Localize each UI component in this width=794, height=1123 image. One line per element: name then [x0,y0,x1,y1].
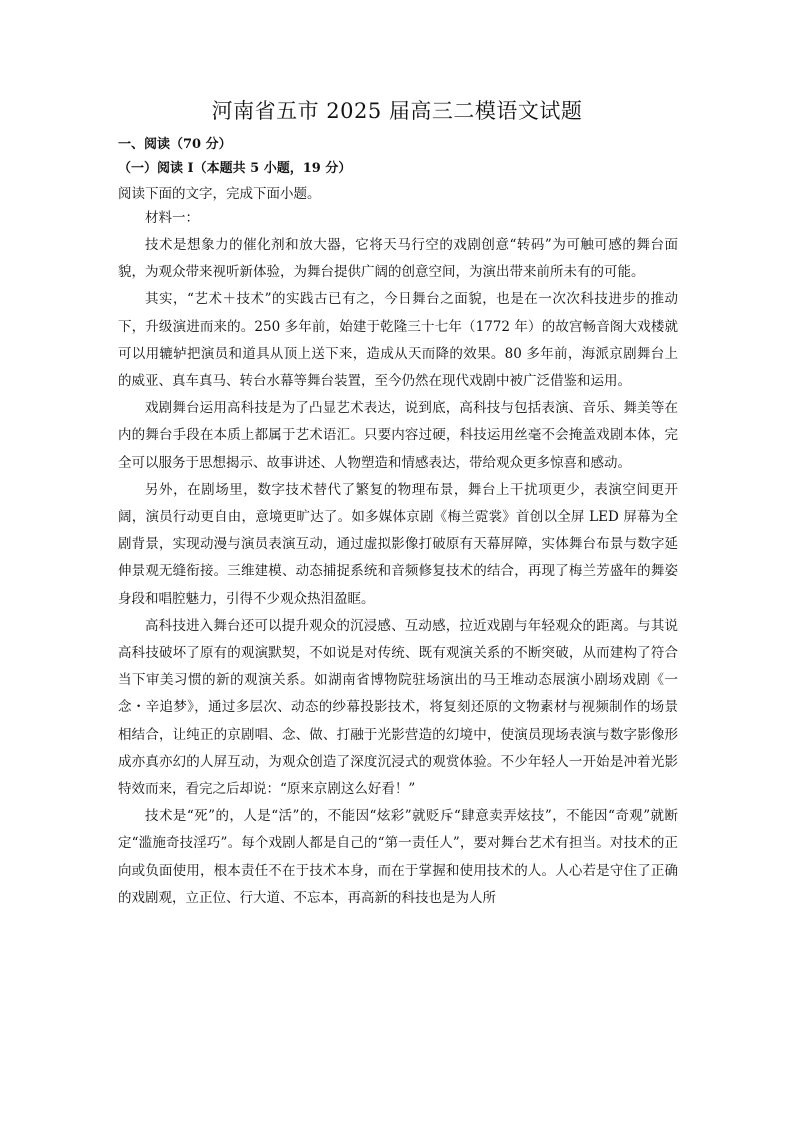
document-title: 河南省五市 2025 届高三二模语文试题 [211,99,583,123]
subsection-heading: （一）阅读 I（本题共 5 小题，19 分） [118,161,352,176]
section-heading: 一、阅读（70 分） [118,137,232,152]
paragraph-5: 高科技进入舞台还可以提升观众的沉浸感、互动感，拉近戏剧与年轻观众的距离。与其说高科技破坏了原有的观演默契，不如说是对传统、既有观演关系的不断突破，从而建构了符合当下审美习惯的新的观演关系。如湖南省博物院驻场演出的马王堆动态展演小剧场戏剧《一念・辛追梦》，通过多层次、动态的纱幕投影技术，将复刻还原的文物素材与视频制作的场景相结合，让纯正的京剧唱、念、做、打融于光影营造的幻境中，使演员现场表演与数字影像形成亦真亦幻的人屏互动，为观众创造了深度沉浸式的观赏体验。不少年轻人一开始是冲着光影特效而来，看完之后却说：“原来京剧这么好看！” [118,617,678,798]
paragraph-4: 另外，在剧场里，数字技术替代了繁复的物理布景，舞台上干扰项更少，表演空间更开阔，演员行动更自由，意境更旷达了。如多媒体京剧《梅兰霓裳》首创以全屏 LED 屏幕为全剧背景，实现动漫与演员表演互动，通过虚拟影像打破原有天幕屏障，实体舞台布景与数字延伸景观无缝衔接。三维建模、动态捕捉系统和音频修复技术的结合，再现了梅兰芳盛年的舞姿身段和唱腔魅力，引得不少观众热泪盈眶。 [118,481,678,607]
paragraph-1: 技术是想象力的催化剂和放大器，它将天马行空的戏剧创意“转码”为可触可感的舞台面貌，为观众带来视听新体验，为舞台提供广阔的创意空间，为演出带来前所未有的可能。 [118,237,678,281]
material-label: 材料一： [145,210,199,226]
paragraph-2: 其实，“艺术＋技术”的实践古已有之，今日舞台之面貌，也是在一次次科技进步的推动下，升级演进而来的。250 多年前，始建于乾隆三十七年（1772 年）的故宫畅音阁大戏楼就可以用辘轳把演员和道具从顶上送下来，造成从天而降的效果。80 多年前，海派京剧舞台上的威亚、真车真马、转台水幕等舞台装置，至今仍然在现代戏剧中被广泛借鉴和运用。 [118,291,678,390]
instruction-text: 阅读下面的文字，完成下面小题。 [118,186,321,202]
document-body [118,135,678,912]
paragraph-3: 戏剧舞台运用高科技是为了凸显艺术表达，说到底，高科技与包括表演、音乐、舞美等在内的舞台手段在本质上都属于艺术语汇。只要内容过硬，科技运用丝毫不会掩盖戏剧本体，完全可以服务于思想揭示、故事讲述、人物塑造和情感表达，带给观众更多惊喜和感动。 [118,400,678,471]
paragraph-6: 技术是“死”的，人是“活”的，不能因“炫彩”就贬斥“肆意卖弄炫技”，不能因“奇观”就断定“滥施奇技淫巧”。每个戏剧人都是自己的“第一责任人”，要对舞台艺术有担当。对技术的正向或负面使用，根本责任不在于技术本身，而在于掌握和使用技术的人。人心若是守住了正确的戏剧观，立正位、行大道、不忘本，再高新的科技也是为人所 [118,808,678,906]
